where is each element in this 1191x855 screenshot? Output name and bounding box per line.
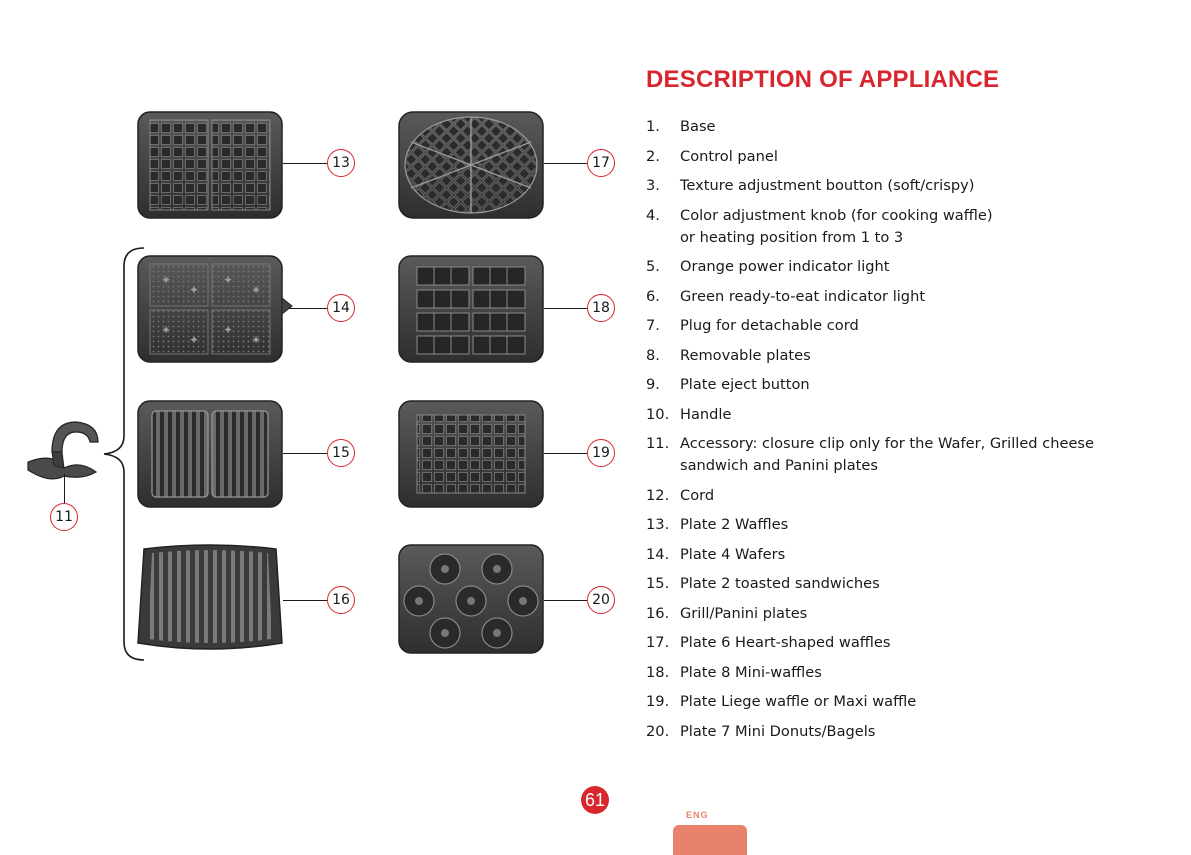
- leader-line: [544, 308, 588, 309]
- leader-line: [544, 163, 588, 164]
- item-number: 5.: [646, 258, 660, 275]
- item-text: Plate 4 Wafers: [680, 545, 786, 563]
- list-item: [646, 315, 1166, 337]
- plate-2-toasted-sandwiches-image: [136, 399, 284, 509]
- list-item: [646, 146, 1166, 168]
- item-number: 1.: [646, 118, 660, 135]
- list-item: [646, 485, 1166, 507]
- item-number: 17.: [646, 634, 670, 651]
- svg-text:✦: ✦: [222, 323, 234, 337]
- list-item: [646, 544, 1166, 566]
- item-text: Plug for detachable cord: [680, 317, 859, 334]
- item-number: 15.: [646, 575, 670, 592]
- plate-grill-panini-image: [136, 543, 284, 655]
- item-number: 13.: [646, 516, 670, 533]
- item-number: 18.: [646, 663, 670, 681]
- svg-text:✦: ✦: [188, 333, 200, 347]
- list-item: [646, 691, 1166, 713]
- item-text: Cord: [680, 486, 715, 504]
- leader-line: [544, 453, 588, 454]
- item-text: Color adjustment knob (for cooking waffle) or heating position from 1 to 3: [680, 206, 993, 246]
- item-text: Removable plates: [680, 346, 811, 364]
- item-number: 16.: [646, 604, 670, 622]
- item-text: Plate 6 Heart-shaped waffles: [680, 634, 891, 651]
- leader-line: [288, 308, 327, 309]
- list-item: [646, 256, 1166, 278]
- leader-line: [283, 163, 327, 164]
- list-item: [646, 175, 1166, 197]
- item-number: 19.: [646, 693, 670, 710]
- plate-2-waffles-image: [136, 110, 284, 220]
- list-item: [646, 721, 1166, 743]
- item-number: 10.: [646, 405, 670, 423]
- svg-text:✦: ✦: [188, 283, 200, 297]
- list-item: [646, 573, 1166, 595]
- svg-text:✦: ✦: [160, 273, 172, 287]
- callout-17: 17: [587, 149, 615, 177]
- callout-19: 19: [587, 439, 615, 467]
- item-text: Plate 2 Waffles: [680, 516, 789, 533]
- leader-line: [283, 600, 327, 601]
- list-item: [646, 345, 1166, 367]
- list-item: [646, 433, 1166, 477]
- leader-line: [544, 600, 588, 601]
- callout-13: 13: [327, 149, 355, 177]
- item-number: 20.: [646, 722, 670, 740]
- parts-list: [646, 116, 1166, 750]
- plate-4-wafers-image: [136, 254, 296, 364]
- plate-liege-waffle-image: [397, 399, 545, 509]
- list-item: [646, 286, 1166, 308]
- leader-line: [283, 453, 327, 454]
- item-number: 14.: [646, 545, 670, 563]
- list-item: [646, 632, 1166, 654]
- item-text: Control panel: [680, 147, 778, 165]
- svg-text:✦: ✦: [222, 273, 234, 287]
- item-text: Plate 7 Mini Donuts/Bagels: [680, 722, 876, 740]
- grouping-bracket: [100, 246, 150, 664]
- language-tab: [673, 825, 747, 855]
- callout-11: 11: [50, 503, 78, 531]
- callout-16: 16: [327, 586, 355, 614]
- item-text: Green ready-to-eat indicator light: [680, 287, 926, 305]
- item-number: 4.: [646, 206, 660, 224]
- plate-7-mini-donuts-image: [397, 543, 545, 655]
- item-text: Base: [680, 118, 716, 135]
- item-text: Texture adjustment boutton (soft/crispy): [680, 177, 975, 194]
- list-item: [646, 404, 1166, 426]
- callout-15: 15: [327, 439, 355, 467]
- list-item: [646, 116, 1166, 138]
- item-text: Handle: [680, 405, 732, 423]
- list-item: [646, 205, 1166, 249]
- item-number: 11.: [646, 435, 670, 452]
- item-number: 8.: [646, 346, 660, 364]
- item-text: Orange power indicator light: [680, 258, 890, 275]
- svg-text:✦: ✦: [160, 323, 172, 337]
- language-label: ENG: [686, 810, 709, 820]
- svg-text:✦: ✦: [250, 283, 262, 297]
- item-number: 3.: [646, 177, 660, 194]
- page-number: 61: [581, 786, 609, 814]
- plate-heart-waffles-image: [397, 110, 545, 220]
- plate-8-mini-waffles-image: [397, 254, 545, 364]
- leader-line: [64, 474, 65, 504]
- item-text: Plate 8 Mini-waffles: [680, 663, 822, 681]
- item-text: Accessory: closure clip only for the Wafer, Grilled cheese sandwich and Panini plates: [680, 435, 1095, 474]
- item-number: 12.: [646, 486, 670, 504]
- item-text: Plate Liege waffle or Maxi waffle: [680, 693, 917, 710]
- item-text: Grill/Panini plates: [680, 604, 808, 622]
- svg-text:✦: ✦: [250, 333, 262, 347]
- page-title: DESCRIPTION OF APPLIANCE: [646, 66, 1000, 93]
- list-item: [646, 603, 1166, 625]
- list-item: [646, 514, 1166, 536]
- item-number: 6.: [646, 287, 660, 305]
- item-text: Plate eject button: [680, 376, 810, 393]
- item-number: 7.: [646, 317, 660, 334]
- callout-20: 20: [587, 586, 615, 614]
- item-number: 2.: [646, 147, 660, 165]
- callout-14: 14: [327, 294, 355, 322]
- list-item: [646, 374, 1166, 396]
- callout-18: 18: [587, 294, 615, 322]
- item-number: 9.: [646, 376, 660, 393]
- item-text: Plate 2 toasted sandwiches: [680, 575, 880, 592]
- list-item: [646, 662, 1166, 684]
